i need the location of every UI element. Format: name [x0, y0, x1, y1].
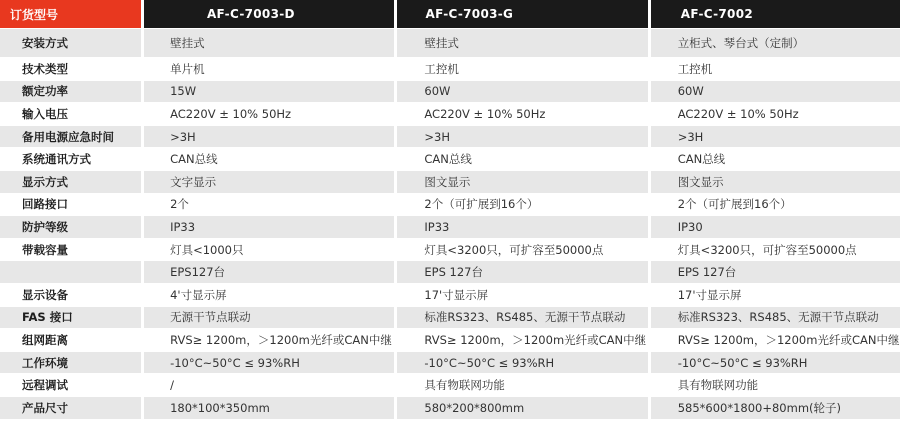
- row-value-model-2: 17'寸显示屏: [397, 284, 647, 306]
- row-value-model-1: 灯具<1000只: [144, 239, 394, 261]
- table-row: [0, 81, 900, 104]
- row-value-model-2: IP33: [397, 216, 647, 238]
- row-label: 显示方式: [0, 171, 141, 193]
- table-row: [0, 58, 900, 81]
- table-row: [0, 103, 900, 126]
- row-value-model-2: RVS≥ 1200m，＞1200m光纤或CAN中继: [397, 329, 647, 351]
- row-label: 显示设备: [0, 284, 141, 306]
- row-value-model-1: 15W: [144, 81, 394, 103]
- row-value-model-3: EPS 127台: [651, 261, 900, 283]
- row-label: 工作环境: [0, 352, 141, 374]
- table-row: [0, 397, 900, 420]
- header-label: 订货型号: [0, 0, 141, 28]
- row-value-model-3: 立柜式、琴台式（定制）: [651, 29, 900, 57]
- header-model-3: AF-C-7002: [651, 0, 900, 28]
- row-value-model-2: 壁挂式: [397, 29, 647, 57]
- table-row: [0, 194, 900, 217]
- row-value-model-3: RVS≥ 1200m，＞1200m光纤或CAN中继: [651, 329, 900, 351]
- row-value-model-3: 灯具<3200只，可扩容至50000点: [651, 239, 900, 261]
- row-label: 安装方式: [0, 29, 141, 57]
- header-model-1: AF-C-7003-D: [144, 0, 395, 28]
- table-row: [0, 352, 900, 375]
- row-label: 额定功率: [0, 81, 141, 103]
- table-row: [0, 307, 900, 330]
- table-row: [0, 171, 900, 194]
- row-value-model-1: 180*100*350mm: [144, 397, 394, 419]
- row-value-model-2: 工控机: [397, 58, 647, 80]
- row-value-model-3: >3H: [651, 126, 900, 148]
- row-value-model-3: -10°C~50°C ≤ 93%RH: [651, 352, 900, 374]
- row-value-model-1: EPS127台: [144, 261, 394, 283]
- row-label: 防护等级: [0, 216, 141, 238]
- row-value-model-1: -10°C~50°C ≤ 93%RH: [144, 352, 394, 374]
- row-value-model-1: IP33: [144, 216, 394, 238]
- row-value-model-2: 2个（可扩展到16个）: [397, 194, 647, 216]
- table-row: [0, 261, 900, 284]
- table-body: [0, 29, 900, 420]
- table-row: [0, 148, 900, 171]
- row-value-model-2: 具有物联网功能: [397, 374, 647, 396]
- row-value-model-1: 2个: [144, 194, 394, 216]
- row-value-model-1: AC220V ± 10% 50Hz: [144, 103, 394, 125]
- row-value-model-1: 无源干节点联动: [144, 307, 394, 329]
- row-label: 远程调试: [0, 374, 141, 396]
- row-value-model-3: 标准RS323、RS485、无源干节点联动: [651, 307, 900, 329]
- row-value-model-1: 壁挂式: [144, 29, 394, 57]
- row-value-model-1: 单片机: [144, 58, 394, 80]
- table-header-row: [0, 0, 900, 29]
- row-value-model-2: 灯具<3200只，可扩容至50000点: [397, 239, 647, 261]
- row-value-model-1: 文字显示: [144, 171, 394, 193]
- row-label: 回路接口: [0, 194, 141, 216]
- row-value-model-2: EPS 127台: [397, 261, 647, 283]
- row-value-model-2: 580*200*800mm: [397, 397, 647, 419]
- row-value-model-2: AC220V ± 10% 50Hz: [397, 103, 647, 125]
- row-label: FAS 接口: [0, 307, 141, 329]
- row-value-model-3: 图文显示: [651, 171, 900, 193]
- table-row: [0, 284, 900, 307]
- row-label: [0, 261, 141, 283]
- row-value-model-3: IP30: [651, 216, 900, 238]
- row-value-model-3: 60W: [651, 81, 900, 103]
- row-value-model-2: 标准RS323、RS485、无源干节点联动: [397, 307, 647, 329]
- row-label: 带载容量: [0, 239, 141, 261]
- row-value-model-1: 4'寸显示屏: [144, 284, 394, 306]
- row-label: 技术类型: [0, 58, 141, 80]
- row-value-model-3: CAN总线: [651, 148, 900, 170]
- row-value-model-3: 17'寸显示屏: [651, 284, 900, 306]
- table-row: [0, 29, 900, 58]
- row-value-model-2: 60W: [397, 81, 647, 103]
- table-row: [0, 239, 900, 262]
- row-value-model-2: 图文显示: [397, 171, 647, 193]
- row-value-model-2: >3H: [397, 126, 647, 148]
- row-label: 系统通讯方式: [0, 148, 141, 170]
- row-value-model-1: RVS≥ 1200m，＞1200m光纤或CAN中继: [144, 329, 394, 351]
- row-value-model-3: 585*600*1800+80mm(轮子): [651, 397, 900, 419]
- table-row: [0, 329, 900, 352]
- row-value-model-3: 工控机: [651, 58, 900, 80]
- row-value-model-2: CAN总线: [397, 148, 647, 170]
- header-model-2: AF-C-7003-G: [397, 0, 647, 28]
- table-row: [0, 216, 900, 239]
- row-label: 产品尺寸: [0, 397, 141, 419]
- row-label: 组网距离: [0, 329, 141, 351]
- row-value-model-1: /: [144, 374, 394, 396]
- row-label: 输入电压: [0, 103, 141, 125]
- table-row: [0, 374, 900, 397]
- row-value-model-3: 2个（可扩展到16个）: [651, 194, 900, 216]
- row-value-model-2: -10°C~50°C ≤ 93%RH: [397, 352, 647, 374]
- row-label: 备用电源应急时间: [0, 126, 141, 148]
- table-row: [0, 126, 900, 149]
- row-value-model-1: >3H: [144, 126, 394, 148]
- row-value-model-3: 具有物联网功能: [651, 374, 900, 396]
- row-value-model-3: AC220V ± 10% 50Hz: [651, 103, 900, 125]
- row-value-model-1: CAN总线: [144, 148, 394, 170]
